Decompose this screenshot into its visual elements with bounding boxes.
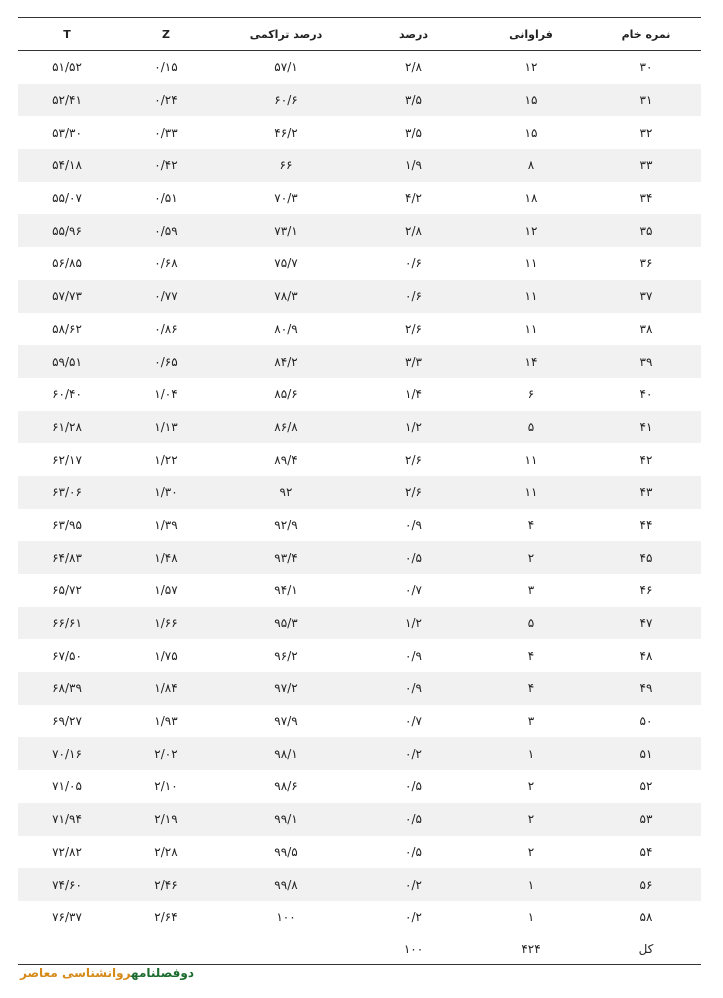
cell-percent: ۰/۵ — [356, 770, 471, 803]
cell-z: ۰/۲۴ — [116, 84, 216, 117]
cell-t: ۶۹/۲۷ — [18, 705, 116, 738]
cell-frequency: ۲ — [471, 803, 591, 836]
cell-percent: ۰/۵ — [356, 803, 471, 836]
cell-percent: ۳/۵ — [356, 116, 471, 149]
cell-t: ۶۸/۳۹ — [18, 672, 116, 705]
cell-raw-score: ۳۷ — [591, 280, 701, 313]
cell-cumulative-percent: ۹۲ — [216, 476, 356, 509]
cell-frequency: ۱۵ — [471, 116, 591, 149]
cell-cumulative-percent: ۷۳/۱ — [216, 214, 356, 247]
cell-percent: ۱/۲ — [356, 607, 471, 640]
cell-t: ۷۶/۳۷ — [18, 901, 116, 934]
header-z: Z — [116, 18, 216, 51]
table-row — [18, 443, 701, 476]
cell-t: ۷۱/۹۴ — [18, 803, 116, 836]
cell-z: ۱/۷۵ — [116, 639, 216, 672]
cell-percent: ۰/۹ — [356, 672, 471, 705]
cell-frequency: ۱۱ — [471, 280, 591, 313]
total-frequency: ۴۲۴ — [471, 934, 591, 965]
norms-table — [18, 17, 701, 965]
cell-frequency: ۸ — [471, 149, 591, 182]
cell-z: ۱/۴۸ — [116, 541, 216, 574]
table-row — [18, 803, 701, 836]
cell-frequency: ۱ — [471, 737, 591, 770]
cell-z: ۲/۲۸ — [116, 836, 216, 869]
cell-raw-score: ۵۲ — [591, 770, 701, 803]
cell-raw-score: ۴۰ — [591, 378, 701, 411]
cell-percent: ۲/۶ — [356, 443, 471, 476]
cell-t: ۵۴/۱۸ — [18, 149, 116, 182]
cell-cumulative-percent: ۹۳/۴ — [216, 541, 356, 574]
cell-z: ۰/۱۵ — [116, 51, 216, 84]
cell-cumulative-percent: ۹۶/۲ — [216, 639, 356, 672]
cell-z: ۰/۳۳ — [116, 116, 216, 149]
cell-cumulative-percent: ۱۰۰ — [216, 901, 356, 934]
cell-frequency: ۴ — [471, 639, 591, 672]
table-row — [18, 509, 701, 542]
cell-z: ۰/۶۵ — [116, 345, 216, 378]
cell-raw-score: ۳۴ — [591, 182, 701, 215]
table-row — [18, 84, 701, 117]
cell-raw-score: ۴۹ — [591, 672, 701, 705]
cell-z: ۱/۲۲ — [116, 443, 216, 476]
cell-raw-score: ۴۵ — [591, 541, 701, 574]
cell-cumulative-percent: ۸۰/۹ — [216, 313, 356, 346]
table-row — [18, 737, 701, 770]
table-row — [18, 574, 701, 607]
cell-frequency: ۱۲ — [471, 51, 591, 84]
cell-cumulative-percent: ۶۰/۶ — [216, 84, 356, 117]
table-row — [18, 116, 701, 149]
table-row — [18, 313, 701, 346]
cell-z: ۰/۷۷ — [116, 280, 216, 313]
cell-raw-score: ۳۱ — [591, 84, 701, 117]
table-row — [18, 182, 701, 215]
cell-frequency: ۱ — [471, 868, 591, 901]
cell-cumulative-percent: ۵۷/۱ — [216, 51, 356, 84]
cell-z: ۱/۹۳ — [116, 705, 216, 738]
cell-percent: ۰/۵ — [356, 836, 471, 869]
cell-percent: ۰/۷ — [356, 705, 471, 738]
cell-z: ۱/۶۶ — [116, 607, 216, 640]
total-empty-cell — [216, 934, 356, 965]
cell-cumulative-percent: ۹۸/۶ — [216, 770, 356, 803]
table-row — [18, 672, 701, 705]
table-row — [18, 149, 701, 182]
cell-frequency: ۳ — [471, 705, 591, 738]
header-t: T — [18, 18, 116, 51]
cell-frequency: ۲ — [471, 770, 591, 803]
header-raw-score: نمره خام — [591, 18, 701, 51]
cell-cumulative-percent: ۴۶/۲ — [216, 116, 356, 149]
cell-raw-score: ۳۰ — [591, 51, 701, 84]
cell-frequency: ۵ — [471, 607, 591, 640]
cell-cumulative-percent: ۶۶ — [216, 149, 356, 182]
cell-t: ۵۱/۵۲ — [18, 51, 116, 84]
cell-percent: ۰/۲ — [356, 901, 471, 934]
cell-z: ۱/۸۴ — [116, 672, 216, 705]
cell-raw-score: ۴۷ — [591, 607, 701, 640]
cell-raw-score: ۵۶ — [591, 868, 701, 901]
table-row — [18, 411, 701, 444]
cell-raw-score: ۳۳ — [591, 149, 701, 182]
table-row — [18, 901, 701, 934]
cell-percent: ۱/۹ — [356, 149, 471, 182]
cell-raw-score: ۳۲ — [591, 116, 701, 149]
table-row — [18, 607, 701, 640]
cell-percent: ۰/۵ — [356, 541, 471, 574]
total-empty-cell — [18, 934, 116, 965]
cell-percent: ۲/۶ — [356, 313, 471, 346]
cell-cumulative-percent: ۷۸/۳ — [216, 280, 356, 313]
cell-frequency: ۱۵ — [471, 84, 591, 117]
cell-raw-score: ۴۴ — [591, 509, 701, 542]
cell-z: ۱/۰۴ — [116, 378, 216, 411]
cell-percent: ۳/۵ — [356, 84, 471, 117]
cell-raw-score: ۵۱ — [591, 737, 701, 770]
cell-frequency: ۶ — [471, 378, 591, 411]
cell-frequency: ۳ — [471, 574, 591, 607]
cell-t: ۷۰/۱۶ — [18, 737, 116, 770]
cell-z: ۱/۵۷ — [116, 574, 216, 607]
cell-percent: ۲/۸ — [356, 214, 471, 247]
cell-t: ۵۹/۵۱ — [18, 345, 116, 378]
cell-z: ۲/۴۶ — [116, 868, 216, 901]
cell-percent: ۰/۹ — [356, 509, 471, 542]
cell-percent: ۰/۶ — [356, 247, 471, 280]
cell-percent: ۲/۸ — [356, 51, 471, 84]
cell-frequency: ۴ — [471, 509, 591, 542]
cell-cumulative-percent: ۹۷/۲ — [216, 672, 356, 705]
table-row — [18, 868, 701, 901]
cell-z: ۰/۵۱ — [116, 182, 216, 215]
cell-t: ۵۲/۴۱ — [18, 84, 116, 117]
cell-t: ۵۳/۳۰ — [18, 116, 116, 149]
cell-percent: ۰/۶ — [356, 280, 471, 313]
cell-t: ۶۶/۶۱ — [18, 607, 116, 640]
cell-raw-score: ۵۳ — [591, 803, 701, 836]
cell-t: ۶۷/۵۰ — [18, 639, 116, 672]
total-row — [18, 934, 701, 965]
cell-percent: ۱/۴ — [356, 378, 471, 411]
cell-raw-score: ۴۶ — [591, 574, 701, 607]
cell-t: ۶۴/۸۳ — [18, 541, 116, 574]
header-frequency: فراوانی — [471, 18, 591, 51]
cell-t: ۵۸/۶۲ — [18, 313, 116, 346]
cell-t: ۷۲/۸۲ — [18, 836, 116, 869]
total-percent: ۱۰۰ — [356, 934, 471, 965]
cell-raw-score: ۳۹ — [591, 345, 701, 378]
cell-t: ۶۱/۲۸ — [18, 411, 116, 444]
cell-t: ۵۷/۷۳ — [18, 280, 116, 313]
cell-cumulative-percent: ۸۵/۶ — [216, 378, 356, 411]
cell-z: ۱/۱۳ — [116, 411, 216, 444]
cell-cumulative-percent: ۹۸/۱ — [216, 737, 356, 770]
cell-frequency: ۵ — [471, 411, 591, 444]
cell-raw-score: ۵۸ — [591, 901, 701, 934]
logo-text-psychology: روانشناسی معاصر — [20, 966, 132, 980]
cell-raw-score: ۴۲ — [591, 443, 701, 476]
header-percent: درصد — [356, 18, 471, 51]
cell-z: ۲/۱۹ — [116, 803, 216, 836]
cell-frequency: ۲ — [471, 836, 591, 869]
cell-t: ۵۵/۰۷ — [18, 182, 116, 215]
cell-raw-score: ۵۰ — [591, 705, 701, 738]
cell-frequency: ۱۱ — [471, 443, 591, 476]
header-row — [18, 18, 701, 51]
cell-percent: ۲/۶ — [356, 476, 471, 509]
table-row — [18, 378, 701, 411]
cell-raw-score: ۳۵ — [591, 214, 701, 247]
cell-percent: ۴/۲ — [356, 182, 471, 215]
cell-percent: ۳/۳ — [356, 345, 471, 378]
cell-percent: ۰/۲ — [356, 868, 471, 901]
journal-logo — [20, 966, 194, 980]
cell-frequency: ۴ — [471, 672, 591, 705]
cell-percent: ۱/۲ — [356, 411, 471, 444]
cell-t: ۶۳/۹۵ — [18, 509, 116, 542]
cell-frequency: ۱۸ — [471, 182, 591, 215]
table-row — [18, 51, 701, 84]
cell-z: ۰/۵۹ — [116, 214, 216, 247]
cell-frequency: ۱۲ — [471, 214, 591, 247]
cell-t: ۶۵/۷۲ — [18, 574, 116, 607]
cell-cumulative-percent: ۹۹/۵ — [216, 836, 356, 869]
cell-z: ۰/۴۲ — [116, 149, 216, 182]
cell-raw-score: ۴۸ — [591, 639, 701, 672]
cell-percent: ۰/۲ — [356, 737, 471, 770]
cell-z: ۲/۱۰ — [116, 770, 216, 803]
cell-cumulative-percent: ۸۶/۸ — [216, 411, 356, 444]
cell-raw-score: ۳۸ — [591, 313, 701, 346]
cell-raw-score: ۳۶ — [591, 247, 701, 280]
table-row — [18, 476, 701, 509]
header-cumulative-percent: درصد تراکمی — [216, 18, 356, 51]
cell-cumulative-percent: ۸۹/۴ — [216, 443, 356, 476]
data-table-container — [18, 17, 701, 965]
table-body — [18, 51, 701, 965]
cell-frequency: ۱۱ — [471, 313, 591, 346]
cell-cumulative-percent: ۹۹/۱ — [216, 803, 356, 836]
table-row — [18, 639, 701, 672]
cell-raw-score: ۴۳ — [591, 476, 701, 509]
cell-frequency: ۱ — [471, 901, 591, 934]
cell-frequency: ۲ — [471, 541, 591, 574]
total-empty-cell — [116, 934, 216, 965]
logo-text-journal: دوفصلنامه — [131, 966, 194, 980]
cell-cumulative-percent: ۹۹/۸ — [216, 868, 356, 901]
cell-cumulative-percent: ۹۵/۳ — [216, 607, 356, 640]
cell-cumulative-percent: ۷۰/۳ — [216, 182, 356, 215]
cell-percent: ۰/۷ — [356, 574, 471, 607]
table-row — [18, 345, 701, 378]
table-row — [18, 280, 701, 313]
cell-cumulative-percent: ۷۵/۷ — [216, 247, 356, 280]
table-row — [18, 247, 701, 280]
table-row — [18, 541, 701, 574]
cell-cumulative-percent: ۹۲/۹ — [216, 509, 356, 542]
cell-percent: ۰/۹ — [356, 639, 471, 672]
cell-z: ۱/۳۹ — [116, 509, 216, 542]
cell-cumulative-percent: ۸۴/۲ — [216, 345, 356, 378]
cell-t: ۵۵/۹۶ — [18, 214, 116, 247]
cell-z: ۲/۶۴ — [116, 901, 216, 934]
cell-raw-score: ۴۱ — [591, 411, 701, 444]
cell-t: ۷۴/۶۰ — [18, 868, 116, 901]
cell-cumulative-percent: ۹۴/۱ — [216, 574, 356, 607]
cell-frequency: ۱۱ — [471, 476, 591, 509]
cell-raw-score: ۵۴ — [591, 836, 701, 869]
cell-z: ۲/۰۲ — [116, 737, 216, 770]
cell-cumulative-percent: ۹۷/۹ — [216, 705, 356, 738]
table-row — [18, 770, 701, 803]
cell-t: ۶۰/۴۰ — [18, 378, 116, 411]
table-row — [18, 836, 701, 869]
total-label: کل — [591, 934, 701, 965]
cell-z: ۰/۸۶ — [116, 313, 216, 346]
cell-t: ۶۲/۱۷ — [18, 443, 116, 476]
cell-z: ۰/۶۸ — [116, 247, 216, 280]
table-row — [18, 705, 701, 738]
cell-frequency: ۱۴ — [471, 345, 591, 378]
cell-t: ۷۱/۰۵ — [18, 770, 116, 803]
cell-t: ۶۳/۰۶ — [18, 476, 116, 509]
cell-z: ۱/۳۰ — [116, 476, 216, 509]
cell-t: ۵۶/۸۵ — [18, 247, 116, 280]
cell-frequency: ۱۱ — [471, 247, 591, 280]
table-row — [18, 214, 701, 247]
